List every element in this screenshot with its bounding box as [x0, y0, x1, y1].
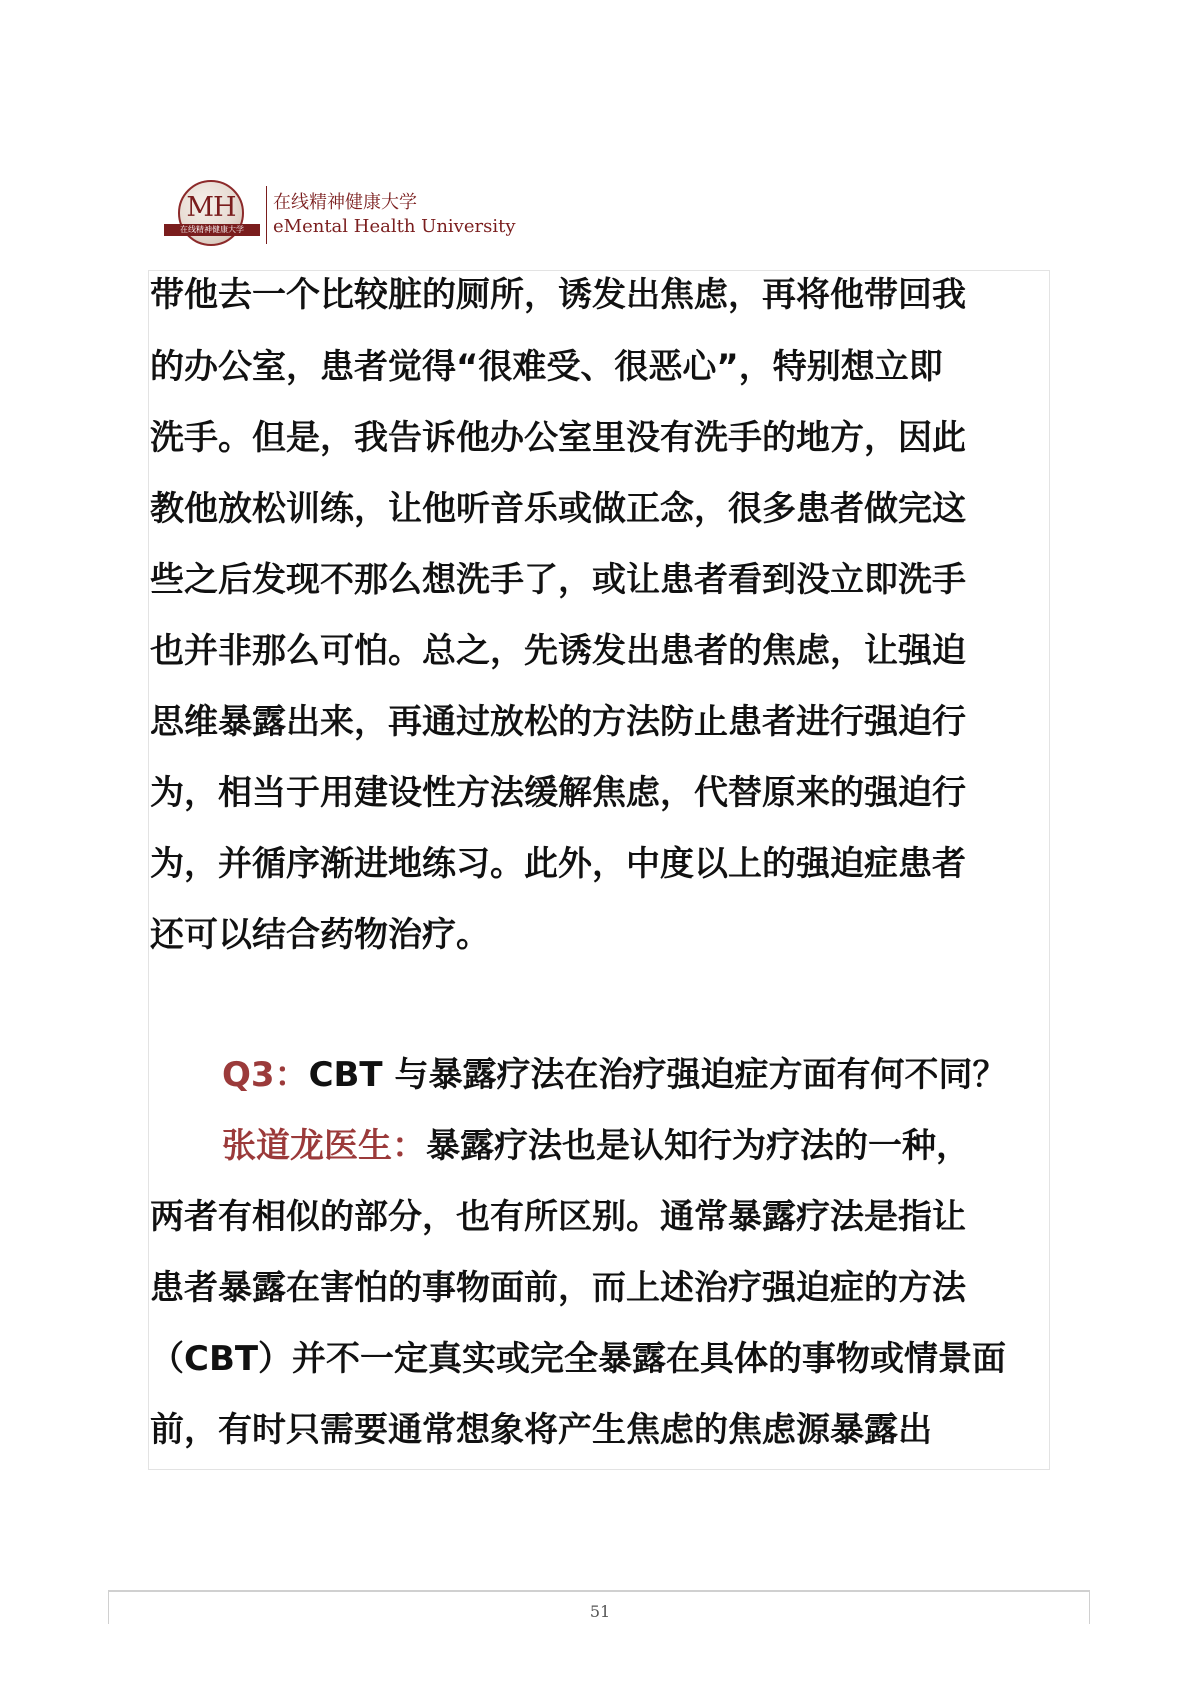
body-line: 教他放松训练，让他听音乐或做正念，很多患者做完这: [150, 489, 966, 529]
logo-title-en: eMental Health University: [273, 216, 516, 237]
footer-rule: [108, 1590, 1090, 1592]
answer-line: 患者暴露在害怕的事物面前，而上述治疗强迫症的方法: [150, 1268, 966, 1308]
body-line: 洗手。但是，我告诉他办公室里没有洗手的地方，因此: [150, 418, 966, 458]
answer-line: 两者有相似的部分，也有所区别。通常暴露疗法是指让: [150, 1197, 966, 1237]
answer-line: 前，有时只需要通常想象将产生焦虑的焦虑源暴露出: [150, 1410, 932, 1450]
answer-label: 张道龙医生：: [222, 1126, 426, 1166]
answer-first-text: 暴露疗法也是认知行为疗法的一种，: [426, 1126, 970, 1166]
body-line: 为，相当于用建设性方法缓解焦虑，代替原来的强迫行: [150, 773, 966, 813]
answer-line: （CBT）并不一定真实或完全暴露在具体的事物或情景面: [150, 1339, 1007, 1379]
logo-text: [273, 191, 516, 239]
body-line: 的办公室，患者觉得“很难受、很恶心”，特别想立即: [150, 347, 943, 387]
header-logo: [168, 170, 516, 260]
body-line: 还可以结合药物治疗。: [150, 915, 490, 955]
question-text: CBT 与暴露疗法在治疗强迫症方面有何不同？: [308, 1055, 1007, 1095]
question-label: Q3：: [222, 1055, 309, 1095]
body-line: 思维暴露出来，再通过放松的方法防止患者进行强迫行: [150, 702, 966, 742]
logo-letters: MH: [186, 192, 236, 223]
answer-first-line: [222, 1126, 970, 1166]
body-line: 带他去一个比较脏的厕所，诱发出焦虑，再将他带回我: [150, 275, 966, 315]
body-line: 为，并循序渐进地练习。此外，中度以上的强迫症患者: [150, 844, 966, 884]
logo-ribbon: 在线精神健康大学: [164, 224, 260, 236]
logo-emblem: [168, 180, 258, 250]
logo-title-cn: 在线精神健康大学: [273, 192, 417, 213]
footer-rule-right: [1089, 1590, 1090, 1624]
page-number: 51: [589, 1602, 611, 1621]
body-line: 也并非那么可怕。总之，先诱发出患者的焦虑，让强迫: [150, 631, 966, 671]
body-line: 些之后发现不那么想洗手了，或让患者看到没立即洗手: [150, 560, 966, 600]
question-line: [222, 1055, 1006, 1095]
footer-rule-left: [108, 1590, 109, 1624]
logo-divider: [266, 186, 267, 244]
